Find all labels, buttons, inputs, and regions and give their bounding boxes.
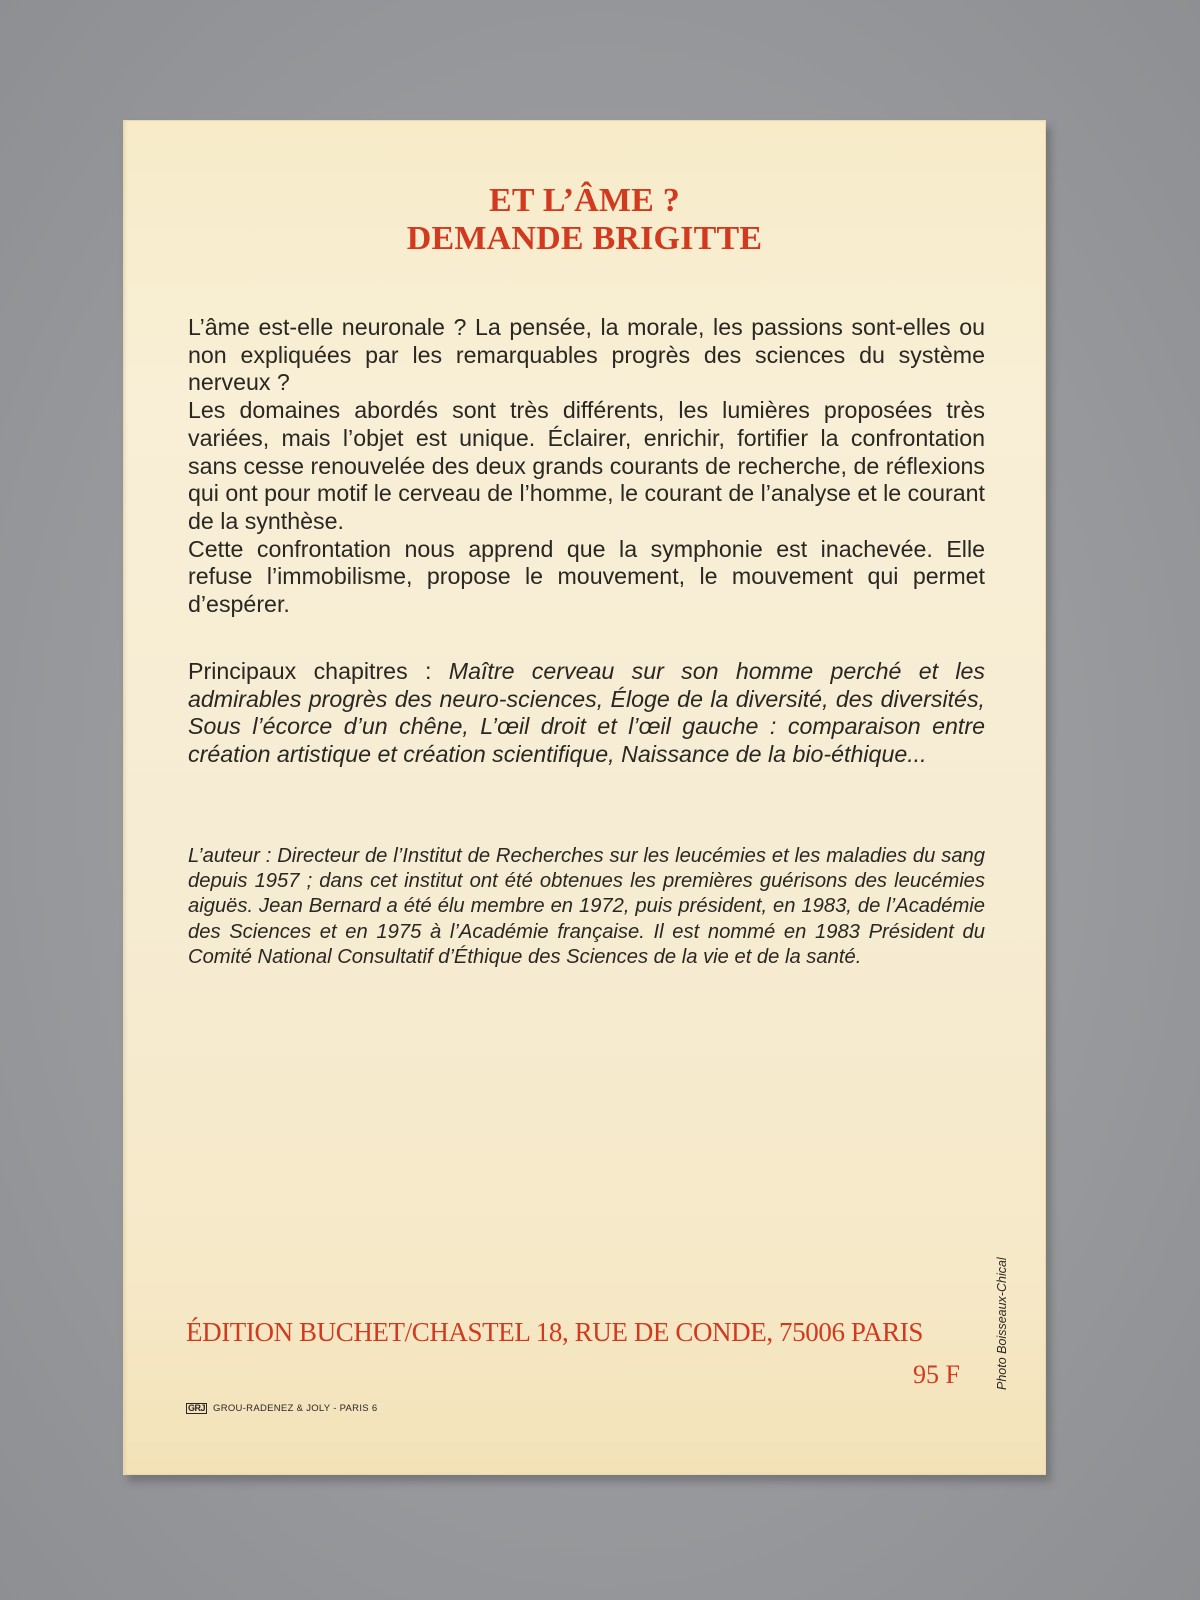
blurb-paragraph: Les domaines abordés sont très différents, les lumières proposées très variées, mais l’objet est unique. Éclairer, enrichir, fortifier la confrontation sans cesse renouvelée des deux grands courants de recherche, de réflexions qui ont pour motif le cerveau de l’homme, le courant de l’analyse et le courant de la synthèse. [188, 397, 985, 534]
title-line-2: DEMANDE BRIGITTE [406, 220, 763, 257]
book-back-cover [123, 120, 1046, 1475]
chapters-section [188, 658, 985, 769]
blurb-paragraph: L’âme est-elle neuronale ? La pensée, la morale, les passions sont-elles ou non expliquées par les remarquables progrès des sciences du système nerveux ? [188, 314, 985, 396]
publisher-address: ÉDITION BUCHET/CHASTEL 18, RUE DE CONDE, 75006 PARIS [186, 1317, 923, 1347]
printer-name: GROU-RADENEZ & JOLY - PARIS 6 [213, 1403, 378, 1414]
blurb [188, 314, 985, 619]
blurb-paragraph: Cette confrontation nous apprend que la symphonie est inachevée. Elle refuse l’immobilisme, propose le mouvement, le mouvement qui permet d’espérer. [188, 535, 985, 618]
printer-imprint [186, 1403, 377, 1414]
chapters-list: Maître cerveau sur son homme perché et les admirables progrès des neuro-sciences, Éloge de la diversité, des diversités, Sous l’écorce d’un chêne, L’œil droit et l’œil gauche : comparaison entre création artistique et création scientifique, Naissance de la bio-éthique... [188, 658, 986, 768]
book-title [123, 182, 1046, 258]
chapters-label: Principaux chapitres : [188, 658, 449, 684]
printer-logo: GRJ [188, 1403, 206, 1413]
photo-credit: Photo Boisseaux-Chical [995, 1257, 1009, 1390]
price: 95 F [913, 1360, 960, 1389]
author-bio: L’auteur : Directeur de l’Institut de Recherches sur les leucémies et les maladies du sang depuis 1957 ; dans cet institut ont été obtenues les premières guérisons des leucémies aiguës. Jean Bernard a été élu membre en 1972, puis président, en 1983, de l’Académie des Sciences et en 1975 à l’Académie française. Il est nommé en 1983 Président du Comité National Consultatif d’Éthique des Sciences de la vie et de la santé. [188, 845, 985, 968]
title-line-1: ET L’ÂME ? [489, 182, 680, 219]
